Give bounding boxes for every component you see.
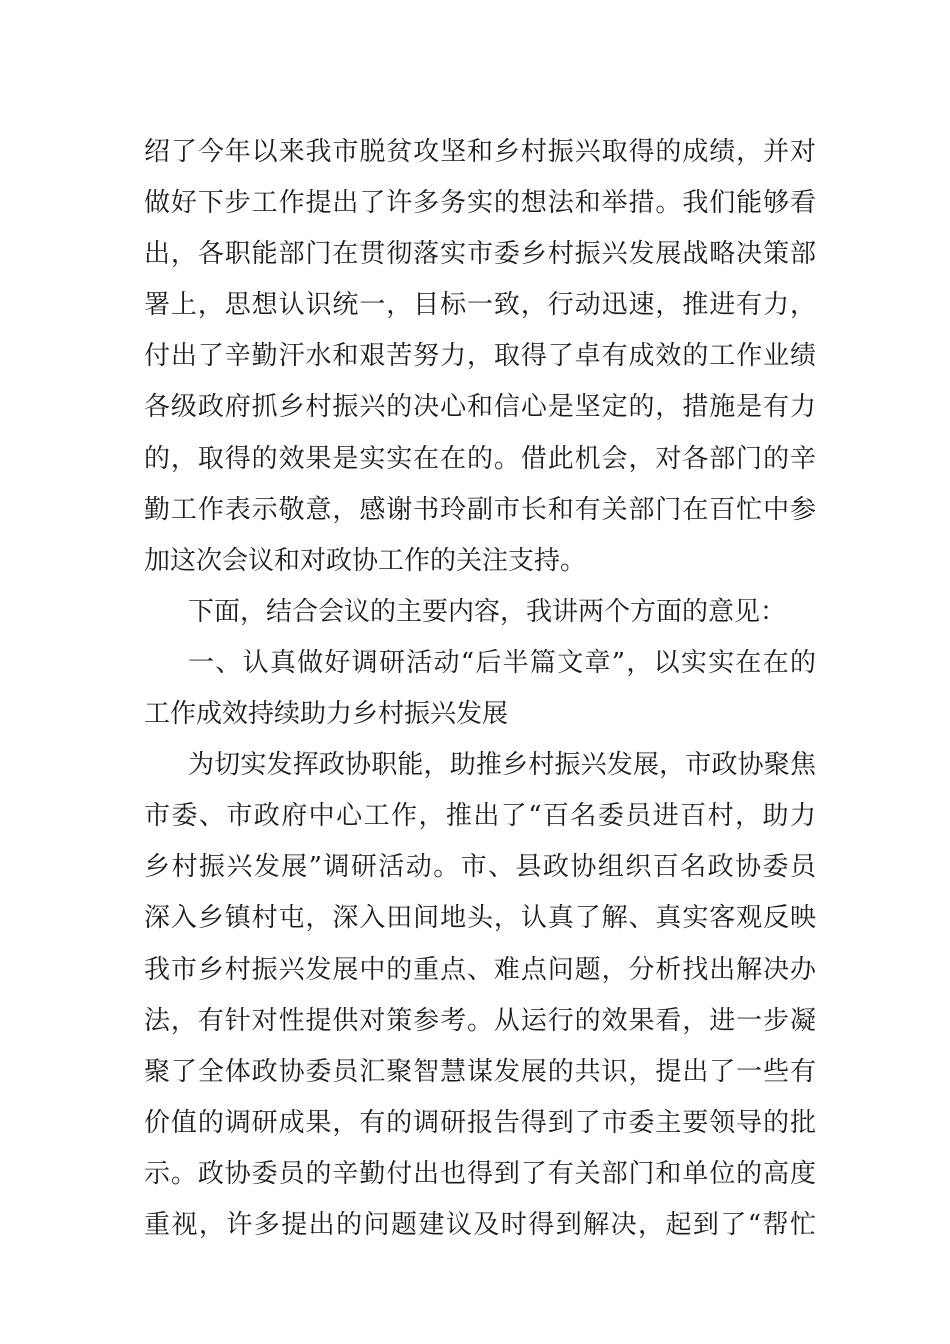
text-line: 勤工作表示敬意，感谢书玲副市长和有关部门在百忙中参 xyxy=(144,494,816,525)
text-line: 下面，结合会议的主要内容，我讲两个方面的意见： xyxy=(188,596,787,627)
text-line: 一、认真做好调研活动“后半篇文章”，以实实在在的 xyxy=(188,647,816,678)
text-line: 深入乡镇村屯，深入田间地头，认真了解、真实客观反映 xyxy=(144,903,816,934)
text-line: 市委、市政府中心工作，推出了“百名委员进百村，助力 xyxy=(144,801,816,832)
document-body xyxy=(144,127,816,1251)
text-line: 为切实发挥政协职能，助推乡村振兴发展，市政协聚焦 xyxy=(188,750,816,781)
text-line: 的，取得的效果是实实在在的。借此机会，对各部门的辛 xyxy=(144,443,816,474)
text-line: 各级政府抓乡村振兴的决心和信心是坚定的，措施是有力 xyxy=(144,392,816,423)
text-line: 付出了辛勤汗水和艰苦努力，取得了卓有成效的工作业绩 xyxy=(144,341,816,372)
text-line: 加这次会议和对政协工作的关注支持。 xyxy=(144,545,587,576)
text-line: 法，有针对性提供对策参考。从运行的效果看，进一步凝 xyxy=(144,1005,816,1036)
text-line: 价值的调研成果，有的调研报告得到了市委主要领导的批 xyxy=(144,1107,816,1138)
text-line: 我市乡村振兴发展中的重点、难点问题，分析找出解决办 xyxy=(144,954,816,985)
text-line: 绍了今年以来我市脱贫攻坚和乡村振兴取得的成绩，并对 xyxy=(144,137,816,167)
text-line: 聚了全体政协委员汇聚智慧谋发展的共识，提出了一些有 xyxy=(144,1056,816,1087)
text-line: 署上，思想认识统一，目标一致，行动迅速，推进有力， xyxy=(144,290,816,321)
text-line: 做好下步工作提出了许多务实的想法和举措。我们能够看 xyxy=(144,188,816,219)
text-line: 重视，许多提出的问题建议及时得到解决，起到了“帮忙 xyxy=(144,1209,816,1240)
text-line: 乡村振兴发展”调研活动。市、县政协组织百名政协委员 xyxy=(144,852,816,883)
text-line: 出，各职能部门在贯彻落实市委乡村振兴发展战略决策部 xyxy=(144,239,816,270)
text-line: 工作成效持续助力乡村振兴发展 xyxy=(144,699,509,730)
text-line: 示。政协委员的辛勤付出也得到了有关部门和单位的高度 xyxy=(144,1158,816,1189)
